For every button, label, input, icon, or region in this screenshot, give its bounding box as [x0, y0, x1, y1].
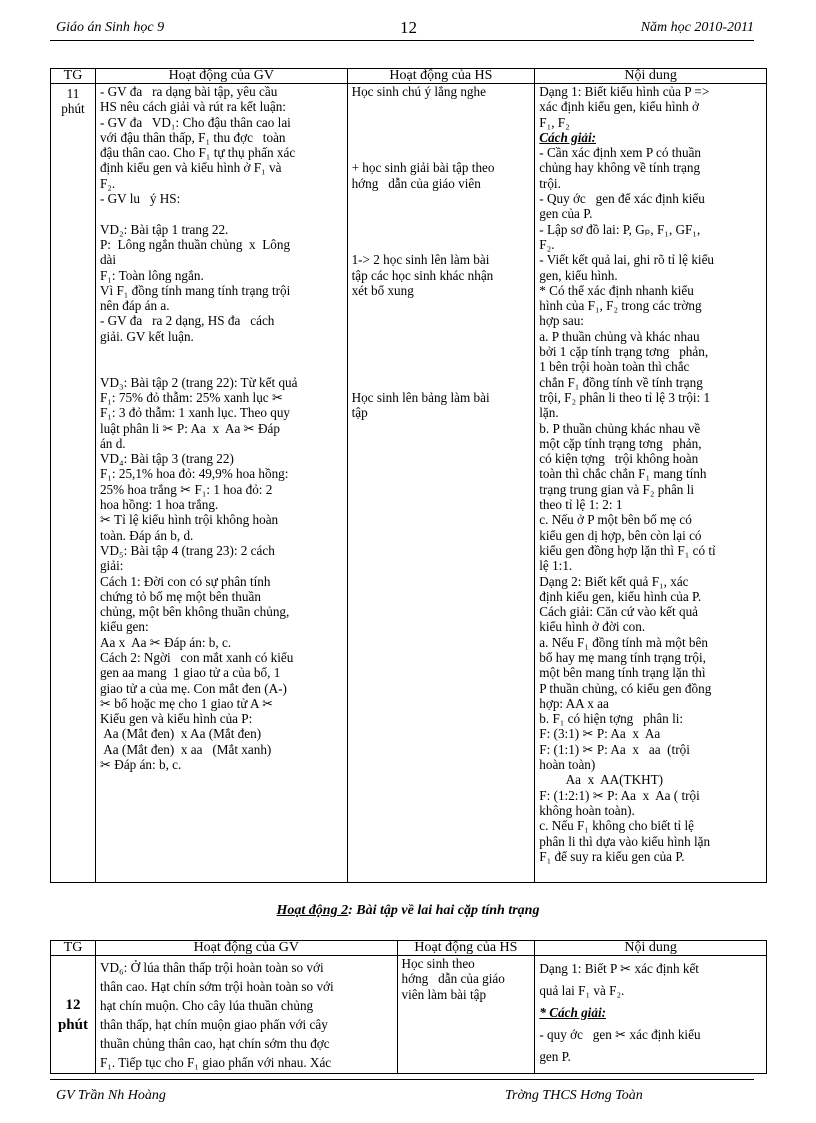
page-number: 12	[400, 18, 417, 37]
text-line: tập	[351, 405, 368, 421]
text-line: c. Nếu F₁ không cho biết tỉ lệ	[539, 818, 695, 834]
teacher-activity	[95, 84, 347, 883]
text-line	[352, 375, 531, 390]
text-line: một bên mang tính trạng lặn thì	[539, 665, 706, 681]
text-line: ✂ bố hoặc mẹ cho 1 giao tử A ✂	[99, 695, 274, 711]
text-line: a. P thuần chủng và khác nhau	[539, 328, 700, 344]
text-line: Học sinh theo	[401, 956, 475, 971]
text-line	[352, 191, 531, 206]
text-line: nên đáp án a.	[99, 298, 170, 314]
text-line: 1-> 2 học sinh lên làm bài	[351, 252, 490, 268]
text-line: - Viết kết quả lai, ghi rõ tỉ lệ kiểu	[539, 252, 715, 268]
text-line: F₁: Toàn lông ngắn.	[99, 267, 204, 283]
col-gv: Hoạt động của GV	[95, 941, 397, 956]
text-line: F: (3:1) ✂ P: Aa x Aa	[539, 726, 661, 742]
time-cell	[51, 84, 96, 883]
text-line: chủng, một bên không thuần chủng,	[99, 604, 290, 620]
text-line: hớng dẫn của giáo	[401, 971, 505, 987]
footer-school: Trờng THCS Hơng Toàn	[505, 1088, 643, 1103]
text-line: Kiểu gen và kiểu hình của P:	[99, 711, 253, 727]
text-line: a. Nếu F₁ đồng tính mà một bên	[539, 634, 708, 650]
col-hs: Hoạt động của HS	[347, 69, 535, 84]
col-tg: TG	[51, 69, 96, 84]
text-line: trội.	[539, 175, 561, 191]
text-line: kiểu gen:	[99, 619, 149, 635]
text-line: kiểu hình ở đời con.	[539, 619, 646, 635]
text-line: hạt chín muộn. Cho cây lúa thuần chủng	[99, 998, 314, 1013]
text-line: hình của F₁, F₂ trong các trờng	[539, 298, 702, 314]
page-header	[50, 16, 754, 41]
text-line: - Cần xác định xem P có thuần	[539, 145, 702, 161]
text-line: Học sinh lên bảng làm bài	[351, 389, 490, 405]
text-line: giao tử a của mẹ. Con mắt đen (A-)	[99, 680, 287, 696]
text-line: b. F₁ có hiện tợng phân li:	[539, 711, 684, 727]
text-line: + học sinh giải bài tập theo	[351, 160, 495, 176]
text-line: Cách 1: Đời con có sự phân tính	[99, 573, 271, 589]
col-hs: Hoạt động của HS	[397, 941, 535, 956]
text-line: với đậu thân thấp, F₁ thu đợc toàn	[99, 129, 286, 145]
text-line	[352, 298, 531, 313]
text-line: hợp sau:	[539, 313, 584, 329]
page-footer	[50, 1079, 754, 1110]
text-line	[352, 130, 531, 145]
time-cell	[51, 956, 96, 1074]
text-line: P thuần chủng, có kiểu gen đồng	[539, 680, 712, 696]
text-line	[100, 359, 343, 374]
text-line	[352, 222, 531, 237]
text-line: xét bổ xung	[351, 282, 414, 298]
text-line: giải. GV kết luận.	[99, 328, 194, 344]
text-line: Cách 2: Ngời con mắt xanh có kiểu	[99, 649, 294, 665]
table-row	[51, 956, 767, 1074]
text-line: - GV đa ra dạng bài tập, yêu cầu	[99, 84, 278, 99]
text-line	[352, 359, 531, 374]
text-line: chứng tỏ bố mẹ một bên thuần	[99, 588, 261, 604]
text-line: Dạng 1: Biết P ✂ xác định kết	[539, 961, 699, 976]
text-line	[100, 344, 343, 359]
text-line: hoàn toàn)	[539, 757, 596, 773]
content-cell	[535, 956, 767, 1074]
text-line: định kiểu gen, kiểu hình của P.	[539, 588, 702, 604]
activity-2-heading	[0, 903, 816, 919]
text-line: chủng hay không về tính trạng	[539, 160, 701, 176]
text-line: thân cao. Hạt chín sớm trội hoàn toàn so với	[99, 979, 334, 994]
text-line: Dạng 2: Biết kết quả F₁, xác	[539, 573, 689, 589]
text-line: thuần chủng thân cao, hạt chín sớm thu đợc	[99, 1036, 330, 1051]
text-line: hớng dẫn của giáo viên	[351, 175, 481, 191]
text-line: Dạng 1: Biết kiểu hình của P =>	[539, 84, 710, 99]
text-line	[352, 99, 531, 114]
text-line: 1 bên trội hoàn toàn thì chắc	[539, 359, 690, 375]
teacher-activity	[95, 956, 397, 1074]
text-line: bố hay mẹ mang tính trạng trội,	[539, 649, 706, 665]
table-header-row	[51, 941, 767, 956]
text-line: F₁: 25,1% hoa đỏ: 49,9% hoa hồng:	[99, 466, 289, 482]
text-line: - GV lu ý HS:	[99, 191, 181, 207]
content-cell	[535, 84, 767, 883]
text-line: * Có thể xác định nhanh kiểu	[539, 282, 694, 298]
activity-2-title: : Bài tập về lai hai cặp tính trạng	[348, 903, 540, 918]
activity-1-table	[50, 68, 767, 883]
text-line: F₁. Tiếp tục cho F₁ giao phấn với nhau. Xác	[99, 1055, 332, 1070]
text-line	[352, 115, 531, 130]
text-line	[352, 313, 531, 328]
text-line: F₂.	[539, 236, 555, 252]
text-line: định kiểu gen và kiểu hình ở F₁ và	[99, 160, 282, 176]
text-line: kiểu gen dị hợp, bên còn lại có	[539, 527, 702, 543]
text-line: thân thấp, hạt chín muộn giao phấn với cây	[99, 1017, 328, 1032]
activity-2-table	[50, 940, 767, 1074]
text-line: Cách giải:	[539, 129, 597, 145]
col-nd: Nội dung	[535, 69, 767, 84]
text-line: - quy ớc gen ✂ xác định kiểu	[539, 1027, 701, 1042]
text-line: gen, kiểu hình.	[539, 267, 618, 283]
text-line: - GV đa ra 2 dạng, HS đa cách	[99, 313, 275, 329]
table-row	[51, 84, 767, 883]
text-line	[352, 329, 531, 344]
text-line: F₂.	[99, 175, 116, 191]
text-line: dài	[99, 252, 117, 268]
text-line	[100, 206, 343, 221]
text-line: ✂ Tỉ lệ kiểu hình trội không hoàn	[99, 512, 279, 528]
text-line: toàn. Đáp án b, d.	[99, 527, 194, 543]
text-line: 25% hoa trắng ✂ F₁: 1 hoa đỏ: 2	[99, 481, 273, 497]
text-line: VD₅: Bài tập 4 (trang 23): 2 cách	[99, 542, 275, 558]
text-line: trội, F₂ phân li theo tỉ lệ 3 trội: 1	[539, 389, 711, 405]
text-line: - GV đa VD₁: Cho đậu thân cao lai	[99, 114, 291, 130]
text-line: không hoàn toàn).	[539, 802, 635, 818]
text-line: VD₂: Bài tập 1 trang 22.	[99, 221, 229, 237]
text-line: F₁: 75% đỏ thẫm: 25% xanh lục ✂	[99, 389, 283, 405]
text-line: F₁: 3 đỏ thẫm: 1 xanh lục. Theo quy	[99, 405, 291, 421]
text-line: ✂ Đáp án: b, c.	[99, 757, 182, 773]
text-line: Vì F₁ đồng tính mang tính trạng trội	[99, 282, 291, 298]
text-line: Cách giải: Căn cứ vào kết quả	[539, 604, 699, 620]
text-line: Aa (Mắt đen) x aa (Mắt xanh)	[99, 741, 272, 757]
activity-2-label: Hoạt động 2	[276, 903, 349, 918]
col-nd: Nội dung	[535, 941, 767, 956]
text-line	[352, 206, 531, 221]
text-line: * Cách giải:	[539, 1005, 606, 1020]
text-line: F₁ để suy ra kiểu gen của P.	[539, 848, 685, 864]
time-value: 12	[65, 996, 81, 1013]
time-unit: phút	[61, 101, 85, 117]
time-unit: phút	[57, 1016, 88, 1033]
text-line: F: (1:1) ✂ P: Aa x aa (trội	[539, 741, 690, 757]
text-line: giải:	[99, 558, 124, 574]
text-line: có kiện tợng trội không hoàn	[539, 451, 699, 467]
text-line: toàn thì chắc chắn F₁ mang tính	[539, 466, 707, 482]
text-line	[352, 344, 531, 359]
text-line	[352, 237, 531, 252]
text-line: chắn F₁ đồng tính về tính trạng	[539, 374, 703, 390]
text-line	[352, 145, 531, 160]
text-line: c. Nếu ở P một bên bố mẹ có	[539, 512, 692, 528]
text-line: viên làm bài tập	[401, 986, 487, 1002]
text-line: theo tỉ lệ 1: 2: 1	[539, 497, 623, 513]
text-line: xác định kiểu gen, kiểu hình ở	[539, 99, 699, 115]
student-activity	[347, 84, 535, 883]
text-line: trạng trung gian và F₂ phân li	[539, 481, 695, 497]
text-line: VD₄: Bài tập 3 (trang 22)	[99, 451, 234, 467]
text-line: một cặp tính trạng tơng phản,	[539, 435, 702, 451]
text-line: - Lập sơ đồ lai: P, Gₚ, F₁, GF₁,	[539, 221, 701, 237]
text-line: gen P.	[539, 1049, 571, 1064]
text-line: bởi 1 cặp tính trạng tơng phản,	[539, 344, 709, 360]
col-gv: Hoạt động của GV	[95, 69, 347, 84]
table-header-row	[51, 69, 767, 84]
col-tg: TG	[51, 941, 96, 956]
text-line: án d.	[99, 435, 126, 451]
text-line: HS nêu cách giải và rút ra kết luận:	[99, 99, 286, 115]
text-line: Học sinh chú ý lắng nghe	[351, 84, 486, 99]
time-value: 11	[66, 86, 80, 101]
text-line: gen aa mang 1 giao tử a của bố, 1	[99, 665, 281, 681]
text-line: kiểu gen đồng hợp lặn thì F₁ có tỉ	[539, 542, 716, 558]
text-line: lặn.	[539, 405, 559, 421]
text-line: hoa hồng: 1 hoa trắng.	[99, 497, 219, 513]
text-line: phân li thì dựa vào kiểu hình lặn	[539, 833, 711, 849]
text-line: hợp: AA x aa	[539, 695, 609, 711]
text-line: đậu thân cao. Cho F₁ tự thụ phấn xác	[99, 145, 296, 161]
footer-teacher: GV Trần Nh Hoàng	[56, 1088, 166, 1103]
text-line: Aa x Aa ✂ Đáp án: b, c.	[99, 634, 232, 650]
header-school-year: Năm học 2010-2011	[640, 20, 754, 35]
text-line: tập các học sinh khác nhận	[351, 267, 494, 283]
text-line: F₁, F₂	[539, 114, 570, 130]
text-line: luật phân li ✂ P: Aa x Aa ✂ Đáp	[99, 420, 280, 436]
text-line: b. P thuần chủng khác nhau về	[539, 420, 701, 436]
text-line: VD₃: Bài tập 2 (trang 22): Từ kết quả	[99, 374, 298, 390]
text-line: quả lai F₁ và F₂.	[539, 983, 625, 998]
text-line: F: (1:2:1) ✂ P: Aa x Aa ( trội	[539, 787, 700, 803]
student-activity	[397, 956, 535, 1074]
text-line: P: Lông ngắn thuần chủng x Lông	[99, 236, 291, 252]
text-line: VD₆: Ở lúa thân thấp trội hoàn toàn so với	[99, 960, 324, 975]
text-line: lệ 1:1.	[539, 558, 573, 574]
text-line: gen của P.	[539, 206, 593, 222]
text-line: - Quy ớc gen để xác định kiểu	[539, 191, 705, 207]
header-subject: Giáo án Sinh học 9	[56, 20, 165, 35]
text-line: Aa (Mắt đen) x Aa (Mắt đen)	[99, 726, 262, 742]
text-line: Aa x AA(TKHT)	[539, 772, 664, 788]
